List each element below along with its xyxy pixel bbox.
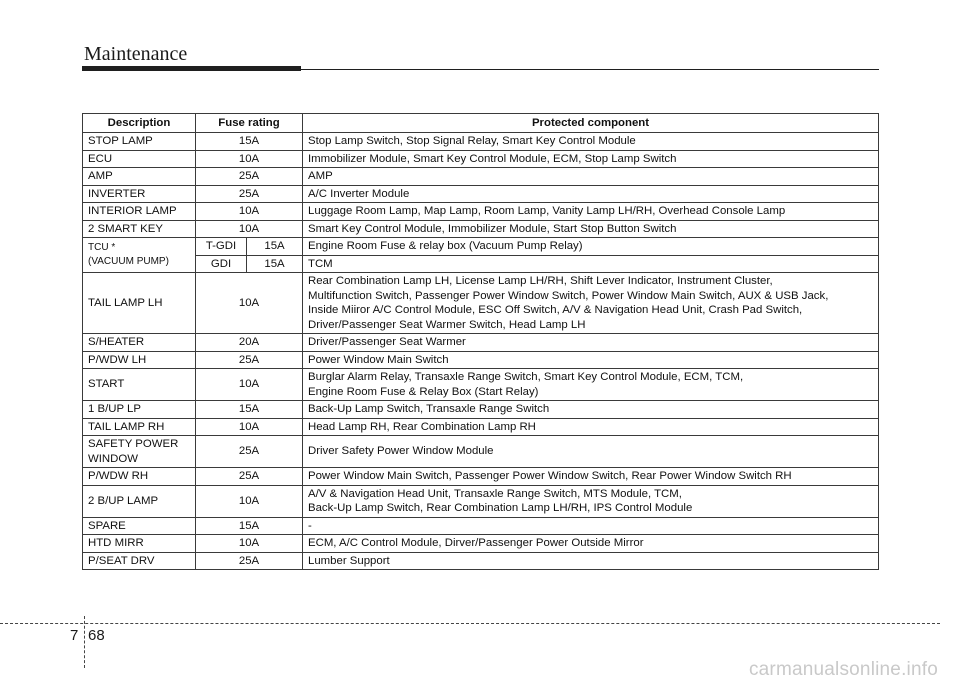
table-row [83, 401, 879, 419]
component-cell: Driver Safety Power Window Module [303, 436, 879, 468]
tcu-label-line2: (VACUUM PUMP) [88, 256, 169, 267]
section-title: Maintenance [84, 43, 188, 65]
table-row-tcu-sub [83, 255, 879, 273]
column-header-fuse-rating: Fuse rating [196, 114, 303, 133]
rating-cell: 10A [196, 220, 303, 238]
component-cell: Back-Up Lamp Switch, Transaxle Range Switch [303, 401, 879, 419]
description-cell: TAIL LAMP LH [83, 273, 196, 334]
rating-cell: 15A [196, 133, 303, 151]
rating-cell: 20A [196, 334, 303, 352]
description-cell: 2 SMART KEY [83, 220, 196, 238]
table-row [83, 203, 879, 221]
component-cell: Power Window Main Switch, Passenger Power Window Switch, Rear Power Window Switch RH [303, 468, 879, 486]
description-line: WINDOW [88, 452, 138, 465]
rating-cell: 10A [196, 273, 303, 334]
column-header-protected-component: Protected component [303, 114, 879, 133]
table-row [83, 273, 879, 334]
watermark-text: carmanualsonline.info [748, 659, 938, 680]
table-row [83, 436, 879, 468]
component-cell: Power Window Main Switch [303, 351, 879, 369]
component-line: A/V & Navigation Head Unit, Transaxle Range Switch, MTS Module, TCM, [308, 487, 682, 500]
component-cell: Engine Room Fuse & relay box (Vacuum Pump Relay) [303, 238, 879, 256]
rating-cell: 25A [196, 168, 303, 186]
component-line: Rear Combination Lamp LH, License Lamp LH/RH, Shift Lever Indicator, Instrument Cluster, [308, 275, 773, 287]
table-row [83, 552, 879, 570]
table-row [83, 369, 879, 401]
table-row [83, 418, 879, 436]
description-cell: 2 B/UP LAMP [83, 485, 196, 517]
engine-variant-cell: GDI [196, 255, 247, 273]
engine-variant-cell: T-GDI [196, 238, 247, 256]
rating-cell: 10A [196, 418, 303, 436]
description-cell: HTD MIRR [83, 535, 196, 553]
description-cell: STOP LAMP [83, 133, 196, 151]
component-line: Multifunction Switch, Passenger Power Window Switch, Power Window Main Switch, AUX & USB Jack, [308, 289, 829, 302]
component-cell: ECM, A/C Control Module, Dirver/Passenger Power Outside Mirror [303, 535, 879, 553]
table-row [83, 517, 879, 535]
rating-cell: 25A [196, 351, 303, 369]
table-row [83, 485, 879, 517]
component-cell: AMP [303, 168, 879, 186]
table-row [83, 334, 879, 352]
rating-cell: 10A [196, 535, 303, 553]
component-line: Driver/Passenger Seat Warmer Switch, Head Lamp LH [308, 318, 586, 331]
component-line: Burglar Alarm Relay, Transaxle Range Switch, Smart Key Control Module, ECM, TCM, [308, 371, 744, 383]
rating-cell: 10A [196, 203, 303, 221]
component-cell: Stop Lamp Switch, Stop Signal Relay, Smart Key Control Module [303, 133, 879, 151]
component-cell: Driver/Passenger Seat Warmer [303, 334, 879, 352]
description-cell-tcu [83, 238, 196, 273]
footer-dashed-rule [0, 623, 940, 624]
rating-cell: 15A [247, 255, 303, 273]
rating-cell: 15A [196, 517, 303, 535]
table-row [83, 133, 879, 151]
description-cell: START [83, 369, 196, 401]
description-cell: TAIL LAMP RH [83, 418, 196, 436]
component-cell: Lumber Support [303, 552, 879, 570]
description-cell: AMP [83, 168, 196, 186]
component-cell: TCM [303, 255, 879, 273]
component-cell: - [303, 517, 879, 535]
description-cell [83, 436, 196, 468]
table-row [83, 168, 879, 186]
component-cell [303, 369, 879, 401]
rating-cell: 15A [196, 401, 303, 419]
table-row [83, 220, 879, 238]
rating-cell: 10A [196, 485, 303, 517]
component-cell: Head Lamp RH, Rear Combination Lamp RH [303, 418, 879, 436]
table-row [83, 185, 879, 203]
component-line: Inside Miiror A/C Control Module, ESC Off Switch, A/V & Navigation Head Unit, Crash Pad Switch, [308, 304, 803, 316]
component-cell [303, 485, 879, 517]
footer-dashed-divider [84, 616, 85, 668]
description-cell: P/WDW LH [83, 351, 196, 369]
description-cell: P/SEAT DRV [83, 552, 196, 570]
rating-cell: 10A [196, 150, 303, 168]
rating-cell: 15A [247, 238, 303, 256]
fuse-table [82, 113, 879, 570]
table-row [83, 535, 879, 553]
description-cell: S/HEATER [83, 334, 196, 352]
chapter-number: 7 [70, 627, 79, 644]
component-line: Back-Up Lamp Switch, Rear Combination Lamp LH/RH, IPS Control Module [308, 502, 693, 514]
rating-cell: 10A [196, 369, 303, 401]
rating-cell: 25A [196, 552, 303, 570]
table-row [83, 351, 879, 369]
description-cell: P/WDW RH [83, 468, 196, 486]
component-cell: A/C Inverter Module [303, 185, 879, 203]
description-line: SAFETY POWER [88, 438, 179, 450]
page-number: 68 [88, 627, 105, 644]
header-rule [301, 69, 879, 70]
description-cell: ECU [83, 150, 196, 168]
rating-cell: 25A [196, 436, 303, 468]
component-cell [303, 273, 879, 334]
table-row [83, 468, 879, 486]
component-cell: Smart Key Control Module, Immobilizer Module, Start Stop Button Switch [303, 220, 879, 238]
description-cell: INVERTER [83, 185, 196, 203]
description-cell: SPARE [83, 517, 196, 535]
tcu-label-line1: TCU * [88, 241, 116, 253]
component-line: Engine Room Fuse & Relay Box (Start Relay) [308, 385, 539, 398]
description-cell: INTERIOR LAMP [83, 203, 196, 221]
description-cell: 1 B/UP LP [83, 401, 196, 419]
table-row-tcu [83, 238, 879, 256]
component-cell: Luggage Room Lamp, Map Lamp, Room Lamp, Vanity Lamp LH/RH, Overhead Console Lamp [303, 203, 879, 221]
rating-cell: 25A [196, 468, 303, 486]
component-cell: Immobilizer Module, Smart Key Control Module, ECM, Stop Lamp Switch [303, 150, 879, 168]
table-row [83, 150, 879, 168]
column-header-description: Description [83, 114, 196, 133]
rating-cell: 25A [196, 185, 303, 203]
table-header-row [83, 114, 879, 133]
header-accent-bar [82, 66, 301, 71]
